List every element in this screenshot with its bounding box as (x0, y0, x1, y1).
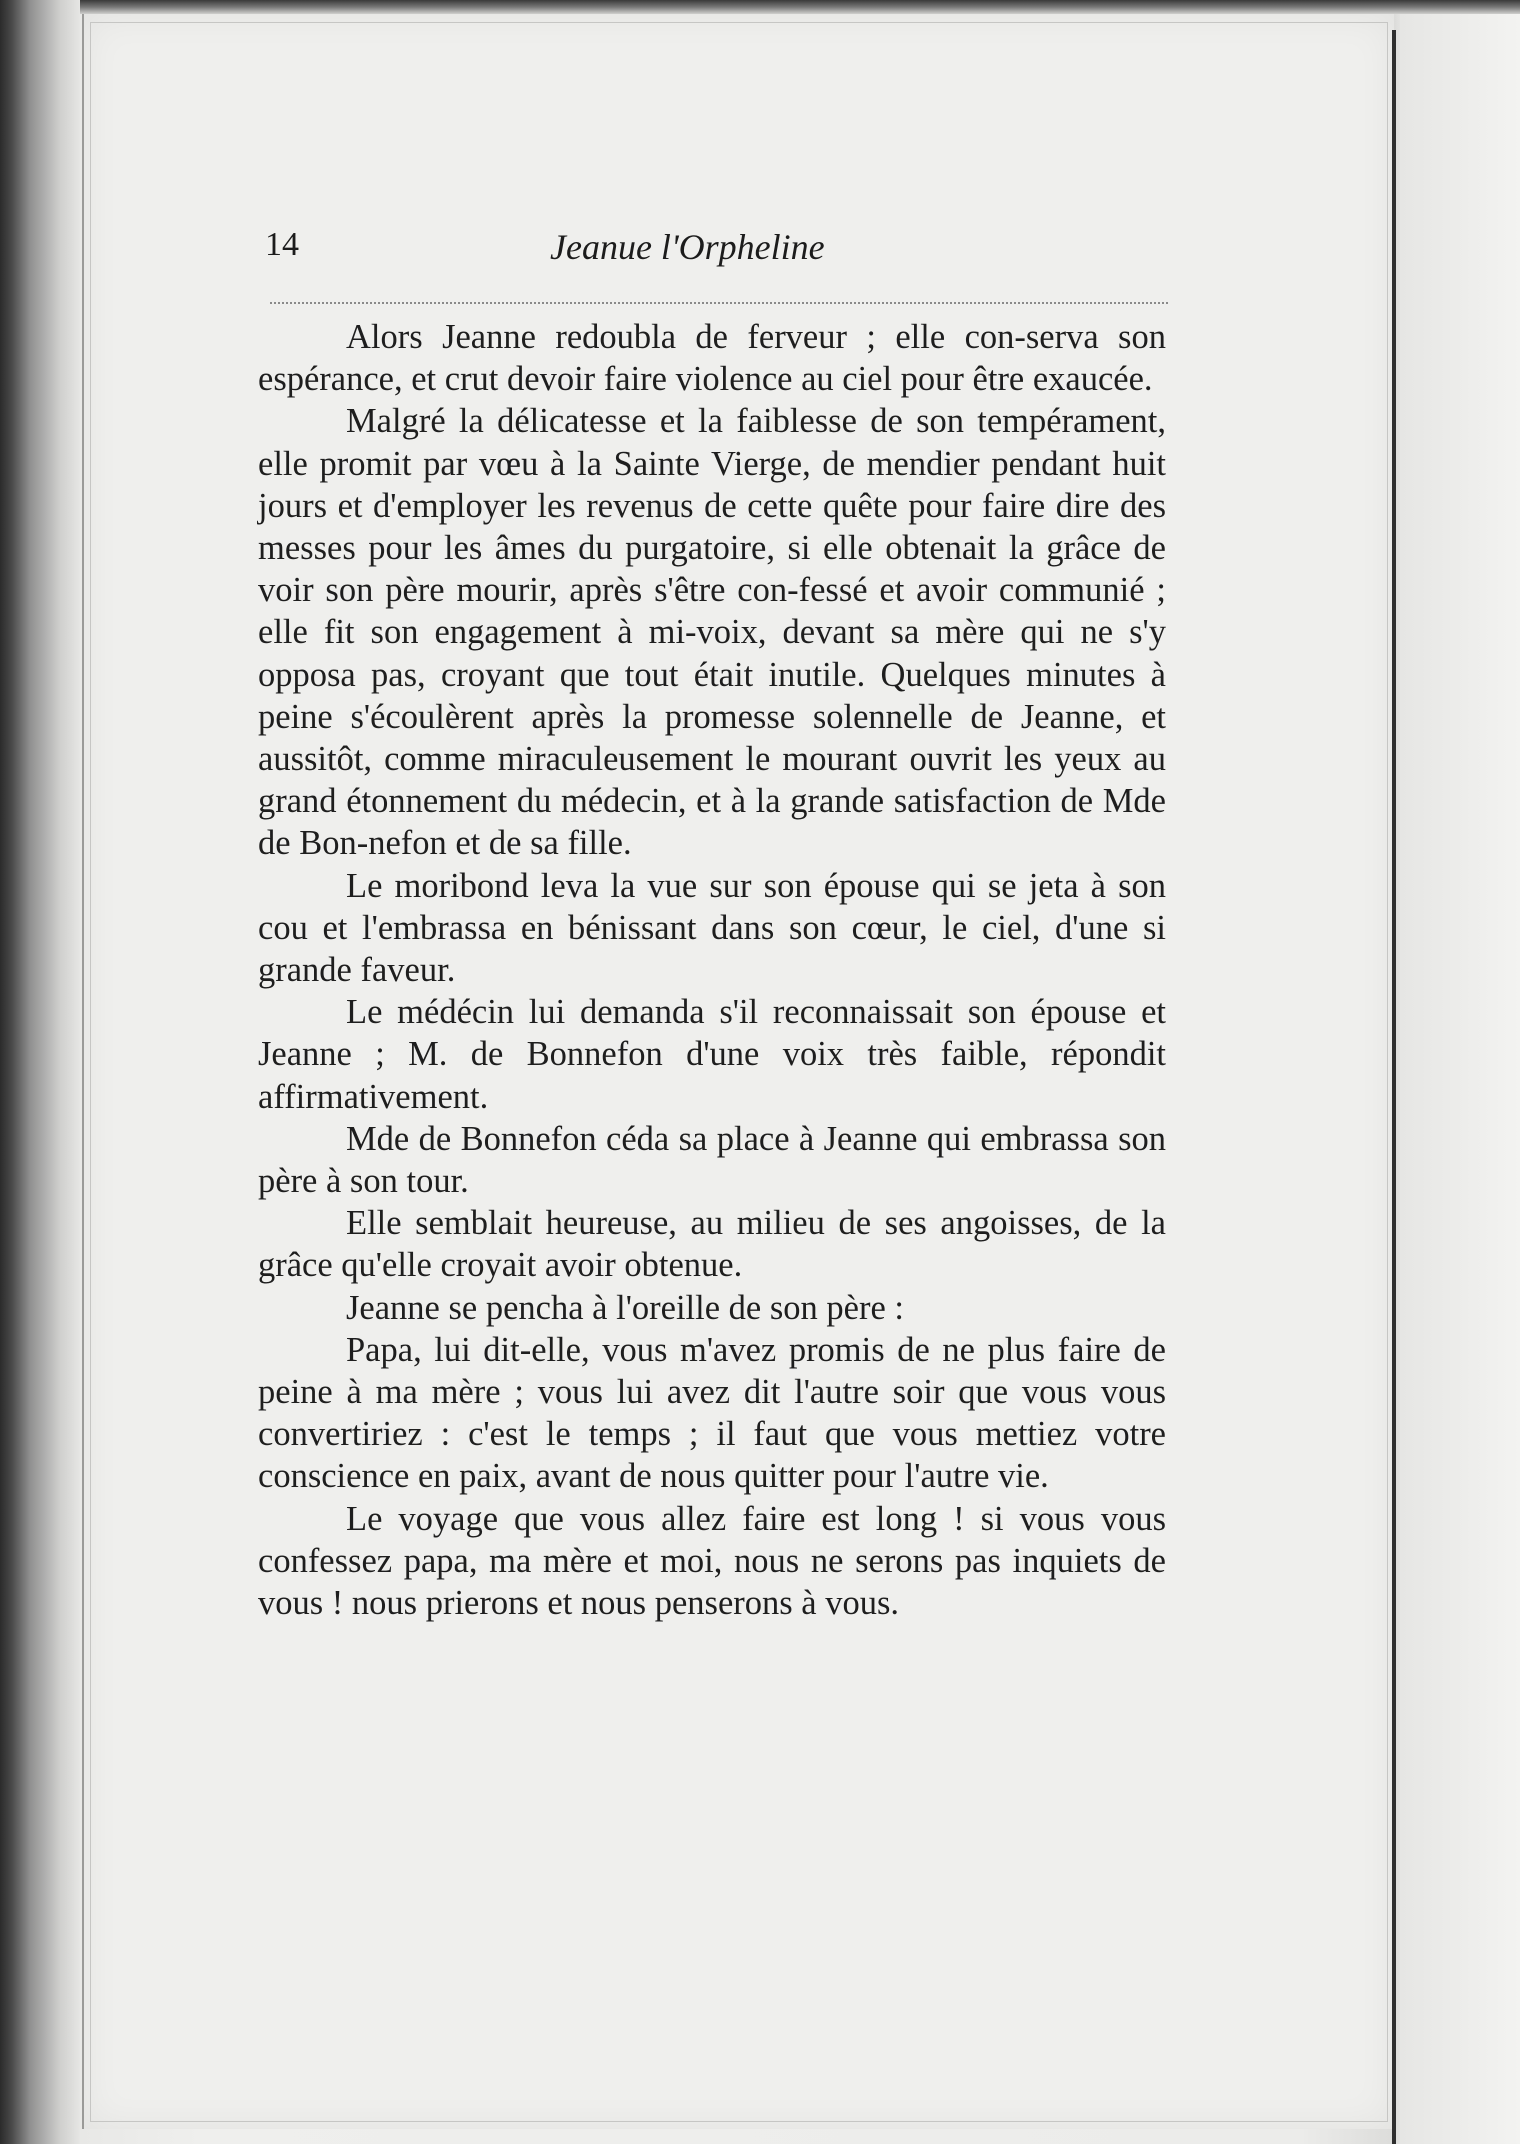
paragraph: Le moribond leva la vue sur son épouse qui se jeta à son cou et l'embrassa en bénissant dans son cœur, le ciel, d'une si grande faveur. (258, 866, 1166, 990)
book-binding-edge (0, 0, 80, 2144)
body-text (258, 316, 1166, 1624)
header-rule (270, 302, 1168, 304)
page-header (265, 220, 1165, 280)
scan-top-edge (0, 0, 1520, 14)
paragraph: Elle semblait heureuse, au milieu de ses angoisses, de la grâce qu'elle croyait avoir obtenue. (258, 1204, 1166, 1285)
adjacent-page-edge (1400, 14, 1520, 2144)
paragraph: Mde de Bonnefon céda sa place à Jeanne qui embrassa son père à son tour. (258, 1119, 1166, 1201)
running-title: Jeanue l'Orpheline (550, 227, 825, 267)
page-gutter-line (1392, 30, 1396, 2144)
paragraph: Le médécin lui demanda s'il reconnaissait son épouse et Jeanne ; M. de Bonnefon d'une voix très faible, répondit affirmativement. (258, 993, 1166, 1116)
paragraph: Malgré la délicatesse et la faiblesse de son tempérament, elle promit par vœu à la Sainte Vierge, de mendier pendant huit jours et d'employer les revenus de cette quête pour faire dire des messes pour les âmes du purgatoire, si elle obtenait la grâce de voir son père mourir, après s'être con-fessé et avoir communié ; elle fit son engagement à mi-voix, devant sa mère qui ne s'y opposa pas, croyant que tout était inutile. Quelques minutes à peine s'écoulèrent après la promesse solennelle de Jeanne, et aussitôt, comme miraculeusement le mourant ouvrit les yeux au grand étonnement du médecin, et à la grande satisfaction de Mde de Bon-nefon et de sa fille. (258, 402, 1166, 863)
paragraph: Papa, lui dit-elle, vous m'avez promis de ne plus faire de peine à ma mère ; vous lui avez dit l'autre soir que vous vous convertiriez : c'est le temps ; il faut que vous mettiez votre conscience en paix, avant de nous quitter pour l'autre vie. (258, 1330, 1166, 1496)
paragraph: Alors Jeanne redoubla de ferveur ; elle con-serva son espérance, et crut devoir faire violence au ciel pour être exaucée. (258, 318, 1166, 399)
paragraph: Jeanne se pencha à l'oreille de son père : (346, 1288, 904, 1327)
page-number: 14 (265, 226, 299, 263)
paragraph: Le voyage que vous allez faire est long ! si vous vous confessez papa, ma mère et moi, nous ne serons pas inquiets de vous ! nous prierons et nous penserons à vous. (258, 1499, 1166, 1623)
